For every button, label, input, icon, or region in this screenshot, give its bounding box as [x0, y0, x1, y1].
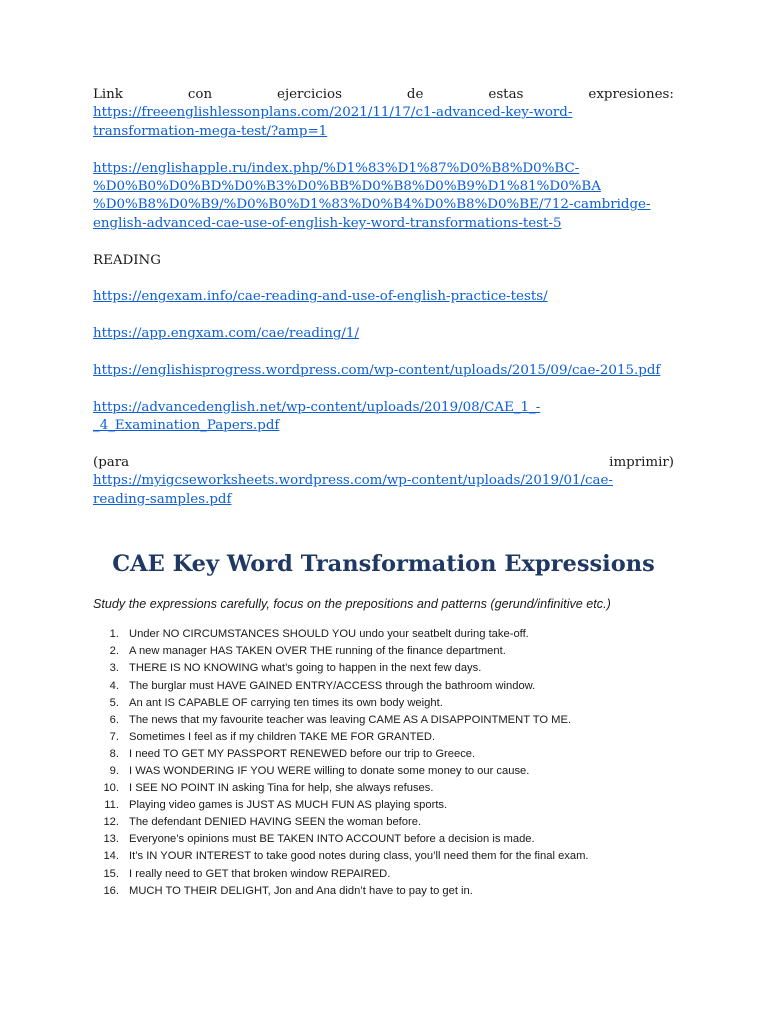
list-item-text: Playing video games is JUST AS MUCH FUN AS playing sports.	[129, 799, 448, 812]
list-item-text: I SEE NO POINT IN asking Tina for help, she always refuses.	[129, 782, 434, 795]
myigcse-link-cont[interactable]: reading-samples.pdf	[93, 491, 232, 507]
list-item-number: 10.	[103, 782, 119, 795]
list-item	[93, 746, 674, 763]
list-item-text: A new manager HAS TAKEN OVER THE running of the finance department.	[129, 645, 506, 658]
engexam-link[interactable]: https://engexam.info/cae-reading-and-use-of-english-practice-tests/	[93, 289, 548, 305]
print-word: (para	[93, 455, 130, 471]
list-item-number: 9.	[109, 764, 119, 777]
list-item-number: 3.	[109, 662, 119, 675]
list-item	[93, 866, 674, 883]
intro-word: ejercicios	[277, 87, 342, 102]
list-item-text: The defendant DENIED HAVING SEEN the woman before.	[129, 816, 422, 829]
print-paragraph	[93, 454, 674, 509]
englishapple-link-block	[93, 160, 674, 234]
list-item-number: 15.	[103, 867, 119, 880]
list-item-text: I need TO GET MY PASSPORT RENEWED before our trip to Greece.	[129, 747, 476, 760]
list-item-number: 8.	[109, 747, 119, 760]
reading-heading: READING	[93, 252, 161, 268]
list-item-text: Everyone’s opinions must BE TAKEN INTO ACCOUNT before a decision is made.	[129, 833, 535, 846]
freeenglish-link[interactable]: https://freeenglishlessonplans.com/2021/11/17/c1-advanced-key-word-	[93, 105, 573, 121]
englishapple-link-cont[interactable]: %D0%B0%D0%BD%D0%B3%D0%BB%D0%B8%D0%B9%D1%81%D0%BA	[93, 179, 601, 195]
list-item-number: 13.	[103, 833, 119, 846]
list-item-text: Sometimes I feel as if my children TAKE ME FOR GRANTED.	[129, 730, 436, 743]
list-item-number: 14.	[103, 850, 119, 863]
myigcse-link[interactable]: https://myigcseworksheets.wordpress.com/wp-content/uploads/2019/01/cae-	[93, 473, 613, 489]
advancedenglish-link[interactable]: https://advancedenglish.net/wp-content/uploads/2019/08/CAE_1_-	[93, 399, 541, 415]
list-item-number: 11.	[104, 799, 119, 812]
document-page	[93, 86, 674, 900]
list-item-number: 4.	[109, 679, 119, 692]
intro-paragraph	[93, 86, 674, 141]
list-item	[93, 678, 674, 695]
englishapple-link[interactable]: https://englishapple.ru/index.php/%D1%83%D1%87%D0%B8%D0%BC-	[93, 160, 580, 176]
section-subtitle: Study the expressions carefully, focus on the prepositions and patterns (gerund/infinitive etc.)	[93, 597, 611, 612]
reading-link-block	[93, 288, 674, 306]
list-item-number: 12.	[103, 816, 119, 829]
reading-link-block	[93, 325, 674, 343]
list-item-text: It’s IN YOUR INTEREST to take good notes during class, you’ll need them for the final exam.	[129, 850, 589, 863]
reading-link-block	[93, 362, 674, 380]
intro-word: expresiones:	[588, 87, 674, 102]
list-item	[93, 763, 674, 780]
list-item	[93, 712, 674, 729]
list-item	[93, 780, 674, 797]
print-word: imprimir)	[609, 455, 674, 471]
list-item	[93, 729, 674, 746]
list-item	[93, 660, 674, 677]
list-item-text: I really need to GET that broken window REPAIRED.	[129, 867, 391, 880]
list-item-number: 5.	[109, 696, 119, 709]
list-item	[93, 831, 674, 848]
list-item-text: I WAS WONDERING IF YOU WERE willing to donate some money to our cause.	[129, 764, 530, 777]
list-item	[93, 626, 674, 643]
list-item	[93, 643, 674, 660]
list-item-text: THERE IS NO KNOWING what’s going to happen in the next few days.	[129, 662, 482, 675]
intro-word: Link	[93, 87, 123, 102]
list-item-number: 7.	[109, 730, 119, 743]
list-item	[93, 848, 674, 865]
list-item-number: 6.	[109, 713, 119, 726]
print-line	[93, 454, 674, 472]
reading-link-block	[93, 399, 674, 436]
list-item-text: The news that my favourite teacher was leaving CAME AS A DISAPPOINTMENT TO ME.	[129, 713, 572, 726]
expressions-list	[93, 626, 674, 900]
list-item-text: The burglar must HAVE GAINED ENTRY/ACCESS through the bathroom window.	[129, 679, 536, 692]
engxam-link[interactable]: https://app.engxam.com/cae/reading/1/	[93, 326, 359, 342]
list-item-number: 2.	[109, 645, 119, 658]
intro-word: de	[406, 87, 424, 102]
intro-line	[93, 86, 674, 104]
list-item	[93, 883, 674, 900]
freeenglish-link-cont[interactable]: transformation-mega-test/?amp=1	[93, 123, 328, 139]
list-item-text: MUCH TO THEIR DELIGHT, Jon and Ana didn’t have to pay to get in.	[129, 884, 473, 897]
englishisprogress-link[interactable]: https://englishisprogress.wordpress.com/wp-content/uploads/2015/09/cae-2015.pdf	[93, 363, 661, 379]
list-item	[93, 797, 674, 814]
englishapple-link-cont[interactable]: english-advanced-cae-use-of-english-key-word-transformations-test-5	[93, 215, 562, 231]
list-item	[93, 695, 674, 712]
list-item	[93, 814, 674, 831]
list-item-text: Under NO CIRCUMSTANCES SHOULD YOU undo your seatbelt during take-off.	[129, 628, 529, 641]
intro-word: con	[187, 87, 213, 102]
section-title: CAE Key Word Transformation Expressions	[112, 551, 655, 578]
list-item-text: An ant IS CAPABLE OF carrying ten times its own body weight.	[129, 696, 443, 709]
englishapple-link-cont[interactable]: %D0%B8%D0%B9/%D0%B0%D1%83%D0%B4%D0%B8%D0%BE/712-cambridge-	[93, 197, 651, 213]
intro-word: estas	[488, 87, 524, 102]
list-item-number: 1.	[109, 628, 119, 641]
list-item-number: 16.	[103, 884, 119, 897]
advancedenglish-link-cont[interactable]: _4_Examination_Papers.pdf	[93, 418, 280, 434]
